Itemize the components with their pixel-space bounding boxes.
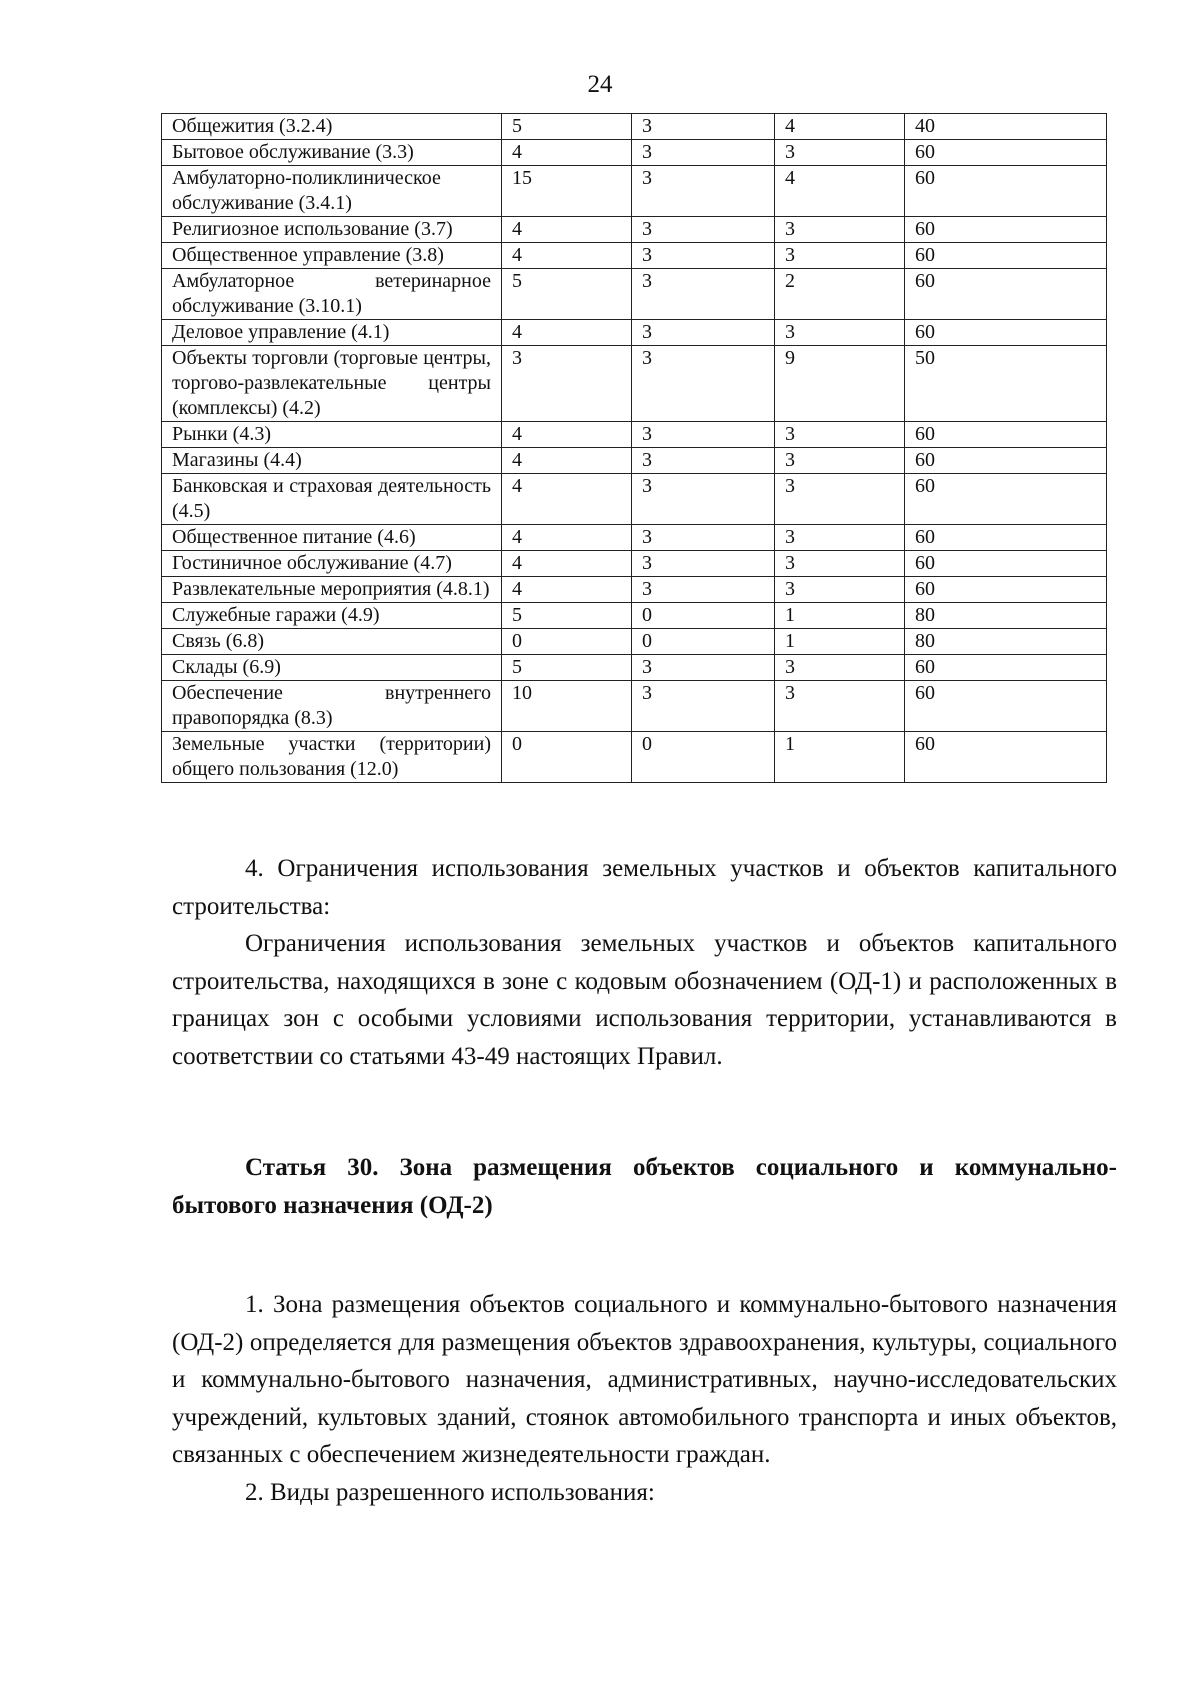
value-cell-3: 3 [775, 217, 905, 243]
value-cell-2: 3 [632, 681, 775, 732]
article-30-paragraph-2: 2. Виды разрешенного использования: [245, 1478, 655, 1506]
value-cell-4: 60 [905, 551, 1107, 577]
value-cell-3: 1 [775, 732, 905, 783]
value-cell-2: 0 [632, 732, 775, 783]
value-cell-4: 50 [905, 346, 1107, 422]
value-cell-2: 0 [632, 629, 775, 655]
land-use-cell: Общественное управление (3.8) [162, 243, 502, 269]
value-cell-2: 3 [632, 448, 775, 474]
land-use-cell: Общежития (3.2.4) [162, 114, 502, 140]
value-cell-3: 3 [775, 551, 905, 577]
land-use-cell: Обеспечение внутреннего правопорядка (8.3) [162, 681, 502, 732]
value-cell-2: 3 [632, 525, 775, 551]
value-cell-4: 60 [905, 474, 1107, 525]
value-cell-2: 3 [632, 217, 775, 243]
value-cell-2: 3 [632, 269, 775, 320]
section-4-intro: 4. Ограничения использования земельных участков и объектов капитального строительства: [172, 855, 1117, 920]
table-row [162, 655, 1107, 681]
value-cell-4: 60 [905, 243, 1107, 269]
value-cell-3: 3 [775, 320, 905, 346]
value-cell-1: 4 [502, 217, 632, 243]
value-cell-3: 3 [775, 655, 905, 681]
permitted-use-table [161, 113, 1107, 783]
value-cell-3: 2 [775, 269, 905, 320]
table-row [162, 732, 1107, 783]
land-use-cell: Банковская и страховая деятельность (4.5) [162, 474, 502, 525]
value-cell-2: 3 [632, 114, 775, 140]
article-30 [172, 1149, 1117, 1511]
value-cell-3: 3 [775, 243, 905, 269]
land-use-cell: Земельные участки (территории) общего пользования (12.0) [162, 732, 502, 783]
value-cell-3: 4 [775, 114, 905, 140]
value-cell-2: 0 [632, 603, 775, 629]
value-cell-3: 3 [775, 525, 905, 551]
value-cell-1: 4 [502, 140, 632, 166]
value-cell-4: 80 [905, 629, 1107, 655]
table-row [162, 603, 1107, 629]
value-cell-1: 5 [502, 269, 632, 320]
land-use-cell: Объекты торговли (торговые центры, торгово-развлекательные центры (комплексы) (4.2) [162, 346, 502, 422]
table-row [162, 551, 1107, 577]
land-use-cell: Рынки (4.3) [162, 422, 502, 448]
land-use-cell: Служебные гаражи (4.9) [162, 603, 502, 629]
table-row [162, 346, 1107, 422]
land-use-cell: Склады (6.9) [162, 655, 502, 681]
value-cell-4: 60 [905, 681, 1107, 732]
value-cell-1: 0 [502, 732, 632, 783]
land-use-cell: Гостиничное обслуживание (4.7) [162, 551, 502, 577]
table-row [162, 269, 1107, 320]
value-cell-4: 60 [905, 732, 1107, 783]
table-row [162, 217, 1107, 243]
value-cell-4: 60 [905, 217, 1107, 243]
section-4 [172, 850, 1117, 1075]
value-cell-4: 60 [905, 577, 1107, 603]
value-cell-1: 4 [502, 577, 632, 603]
table-body [162, 114, 1107, 783]
value-cell-2: 3 [632, 346, 775, 422]
value-cell-2: 3 [632, 422, 775, 448]
value-cell-1: 15 [502, 166, 632, 217]
table-row [162, 629, 1107, 655]
value-cell-3: 1 [775, 629, 905, 655]
value-cell-3: 3 [775, 140, 905, 166]
value-cell-4: 80 [905, 603, 1107, 629]
article-30-heading: Статья 30. Зона размещения объектов социального и коммунально-бытового назначения (ОД-2) [172, 1154, 1117, 1219]
value-cell-4: 60 [905, 422, 1107, 448]
value-cell-2: 3 [632, 320, 775, 346]
value-cell-1: 3 [502, 346, 632, 422]
value-cell-1: 4 [502, 551, 632, 577]
table-row [162, 474, 1107, 525]
table-row [162, 448, 1107, 474]
table-row [162, 422, 1107, 448]
value-cell-4: 60 [905, 320, 1107, 346]
value-cell-2: 3 [632, 140, 775, 166]
article-30-paragraph-1: 1. Зона размещения объектов социального и коммунально-бытового назначения (ОД-2) определяется для размещения объектов здравоохранения, культуры, социального и коммунально-бытового назначения, административных, научно-исследовательских учреждений, культовых зданий, стоянок автомобильного транспорта и иных объектов, связанных с обеспечением жизнедеятельности граждан. [172, 1291, 1117, 1468]
value-cell-1: 4 [502, 320, 632, 346]
value-cell-1: 0 [502, 629, 632, 655]
value-cell-2: 3 [632, 655, 775, 681]
value-cell-4: 60 [905, 655, 1107, 681]
value-cell-2: 3 [632, 166, 775, 217]
value-cell-1: 10 [502, 681, 632, 732]
land-use-cell: Развлекательные мероприятия (4.8.1) [162, 577, 502, 603]
section-4-body: Ограничения использования земельных участков и объектов капитального строительства, находящихся в зоне с кодовым обозначением (ОД-1) и расположенных в границах зон с особыми условиями использования территории, устанавливаются в соответствии со статьями 43-49 настоящих Правил. [172, 930, 1117, 1070]
value-cell-4: 40 [905, 114, 1107, 140]
table-row [162, 166, 1107, 217]
value-cell-3: 4 [775, 166, 905, 217]
value-cell-3: 9 [775, 346, 905, 422]
page-number: 24 [587, 71, 613, 98]
land-use-cell: Магазины (4.4) [162, 448, 502, 474]
land-use-cell: Амбулаторное ветеринарное обслуживание (3.10.1) [162, 269, 502, 320]
land-use-cell: Религиозное использование (3.7) [162, 217, 502, 243]
value-cell-3: 3 [775, 448, 905, 474]
value-cell-2: 3 [632, 243, 775, 269]
value-cell-1: 5 [502, 603, 632, 629]
table-row [162, 243, 1107, 269]
value-cell-4: 60 [905, 140, 1107, 166]
value-cell-1: 4 [502, 525, 632, 551]
value-cell-3: 1 [775, 603, 905, 629]
value-cell-4: 60 [905, 525, 1107, 551]
value-cell-3: 3 [775, 681, 905, 732]
value-cell-4: 60 [905, 269, 1107, 320]
table-row [162, 681, 1107, 732]
value-cell-1: 4 [502, 243, 632, 269]
land-use-cell: Бытовое обслуживание (3.3) [162, 140, 502, 166]
value-cell-3: 3 [775, 422, 905, 448]
value-cell-1: 4 [502, 448, 632, 474]
value-cell-1: 5 [502, 114, 632, 140]
table-row [162, 114, 1107, 140]
land-use-cell: Амбулаторно-поликлиническое обслуживание (3.4.1) [162, 166, 502, 217]
value-cell-3: 3 [775, 474, 905, 525]
land-use-cell: Общественное питание (4.6) [162, 525, 502, 551]
land-use-cell: Деловое управление (4.1) [162, 320, 502, 346]
value-cell-4: 60 [905, 448, 1107, 474]
land-use-cell: Связь (6.8) [162, 629, 502, 655]
value-cell-2: 3 [632, 551, 775, 577]
value-cell-1: 5 [502, 655, 632, 681]
value-cell-3: 3 [775, 577, 905, 603]
value-cell-2: 3 [632, 577, 775, 603]
table-row [162, 525, 1107, 551]
table-row [162, 577, 1107, 603]
value-cell-2: 3 [632, 474, 775, 525]
value-cell-1: 4 [502, 422, 632, 448]
value-cell-1: 4 [502, 474, 632, 525]
table-row [162, 320, 1107, 346]
value-cell-4: 60 [905, 166, 1107, 217]
table-row [162, 140, 1107, 166]
